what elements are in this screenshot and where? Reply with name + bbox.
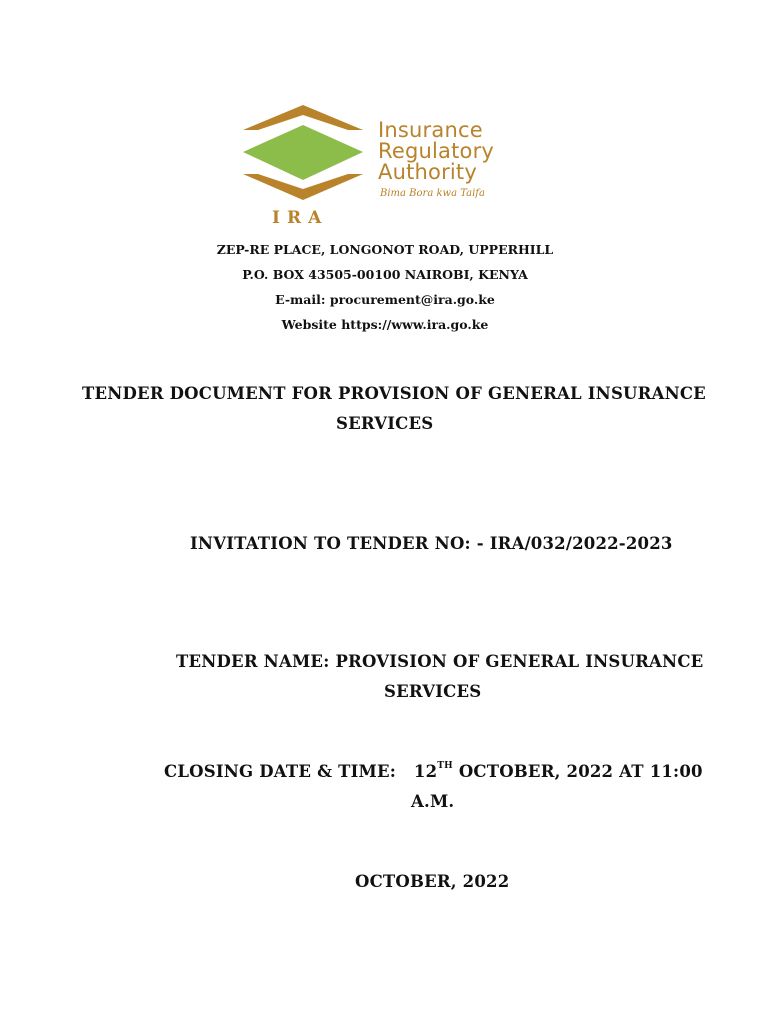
logo-abbreviation: IRA: [272, 208, 329, 228]
address-line-email: E-mail: procurement@ira.go.ke: [275, 292, 495, 307]
logo-line-authority: Authority: [378, 160, 477, 184]
logo-green-diamond: [243, 125, 363, 180]
closing-day: 12: [413, 762, 438, 781]
logo-line-regulatory: Regulatory: [378, 139, 495, 163]
document-title-line1: TENDER DOCUMENT FOR PROVISION OF GENERAL INSURANCE: [82, 384, 706, 403]
closing-day-suffix: TH: [437, 761, 453, 771]
closing-date-line2: A.M.: [411, 792, 455, 811]
address-line-po-box: P.O. BOX 43505-00100 NAIROBI, KENYA: [242, 267, 528, 282]
address-line-street: ZEP-RE PLACE, LONGONOT ROAD, UPPERHILL: [216, 242, 554, 257]
document-title-line2: SERVICES: [336, 414, 434, 433]
closing-rest: OCTOBER, 2022 AT 11:00: [458, 762, 703, 781]
invitation-number: INVITATION TO TENDER NO: - IRA/032/2022-2023: [190, 534, 673, 553]
closing-label: CLOSING DATE & TIME:: [164, 762, 397, 781]
document-date: OCTOBER, 2022: [355, 872, 510, 891]
logo-line-insurance: Insurance: [378, 118, 483, 142]
tender-name-line1: TENDER NAME: PROVISION OF GENERAL INSURANCE: [176, 652, 704, 671]
ira-logo: [238, 100, 528, 232]
ira-emblem-icon: [238, 100, 368, 208]
logo-wordmark: [378, 120, 494, 199]
address-line-website: Website https://www.ira.go.ke: [281, 317, 489, 332]
tender-name-line2: SERVICES: [384, 682, 482, 701]
closing-date-line1: [164, 762, 703, 781]
logo-tagline: Bima Bora kwa Taifa: [380, 188, 485, 199]
